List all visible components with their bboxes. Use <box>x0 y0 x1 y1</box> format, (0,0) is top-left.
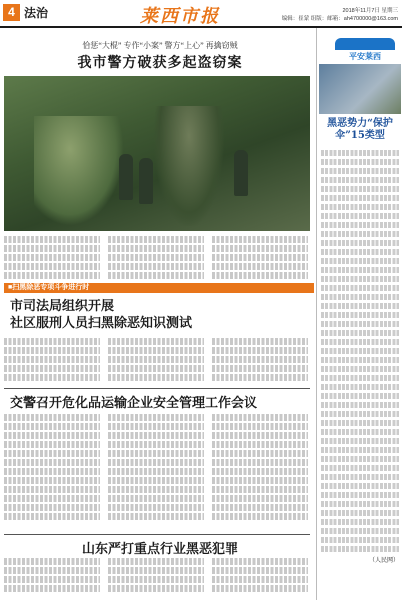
main-column <box>0 28 312 600</box>
logo-mark-icon <box>335 38 395 50</box>
article4-body-col3 <box>212 558 308 598</box>
logo-text: 平安莱西 <box>349 52 381 61</box>
date-line: 2018年11月7日 星期三 <box>342 8 398 14</box>
page-header <box>0 0 402 28</box>
article4-body-col1 <box>4 558 100 598</box>
sidebar-body <box>321 150 399 590</box>
page-number: 4 <box>3 4 20 21</box>
section-banner: ■扫黑除恶专项斗争进行时 <box>4 283 314 293</box>
lead-headline: 我市警方破获多起盗窃案 <box>77 55 243 71</box>
article3-body-col3 <box>212 414 308 530</box>
article2-headline-line2: 社区服刑人员扫黑除恶知识测试 <box>10 316 193 331</box>
divider <box>4 534 310 535</box>
sidebar-source: （人民网） <box>368 558 399 564</box>
article3-body-col2 <box>108 414 204 530</box>
lead-kicker: 恰惩“大棍” 专作“小案” 警方“上心” 再擒窃贼 <box>82 41 238 50</box>
photo-person <box>119 154 133 200</box>
lead-photo <box>4 76 310 231</box>
lead-body-col3 <box>212 236 308 280</box>
lead-body-col2 <box>108 236 204 280</box>
sidebar-image <box>319 64 401 114</box>
sidebar-column <box>316 28 402 600</box>
article2-body-col3 <box>212 338 308 386</box>
photo-person <box>234 150 248 196</box>
article4-headline: 山东严打重点行业黑恶犯罪 <box>81 542 238 557</box>
photo-person <box>139 158 153 204</box>
article3-body-col1 <box>4 414 100 530</box>
photo-foliage-right <box>154 106 224 226</box>
article2-body-col1 <box>4 338 100 386</box>
article4-body-col2 <box>108 558 204 598</box>
article2-body-col2 <box>108 338 204 386</box>
article3-headline: 交警召开危化品运输企业安全管理工作会议 <box>10 396 258 411</box>
safe-laixi-logo <box>335 38 395 60</box>
sidebar-headline: 黑恶势力“保护伞”15类型 <box>327 118 393 141</box>
masthead-logo: 莱西市报 <box>140 6 220 27</box>
lead-body-col1 <box>4 236 100 280</box>
article2-headline-line1: 市司法局组织开展 <box>10 299 115 314</box>
divider <box>4 388 310 389</box>
photo-foliage-left <box>34 116 124 226</box>
article2-headline <box>10 298 193 332</box>
contact-line: 编辑：崔蒙 组版：邮箱：ah4700000@163.com <box>281 16 398 22</box>
section-title: 法治 <box>24 6 49 20</box>
